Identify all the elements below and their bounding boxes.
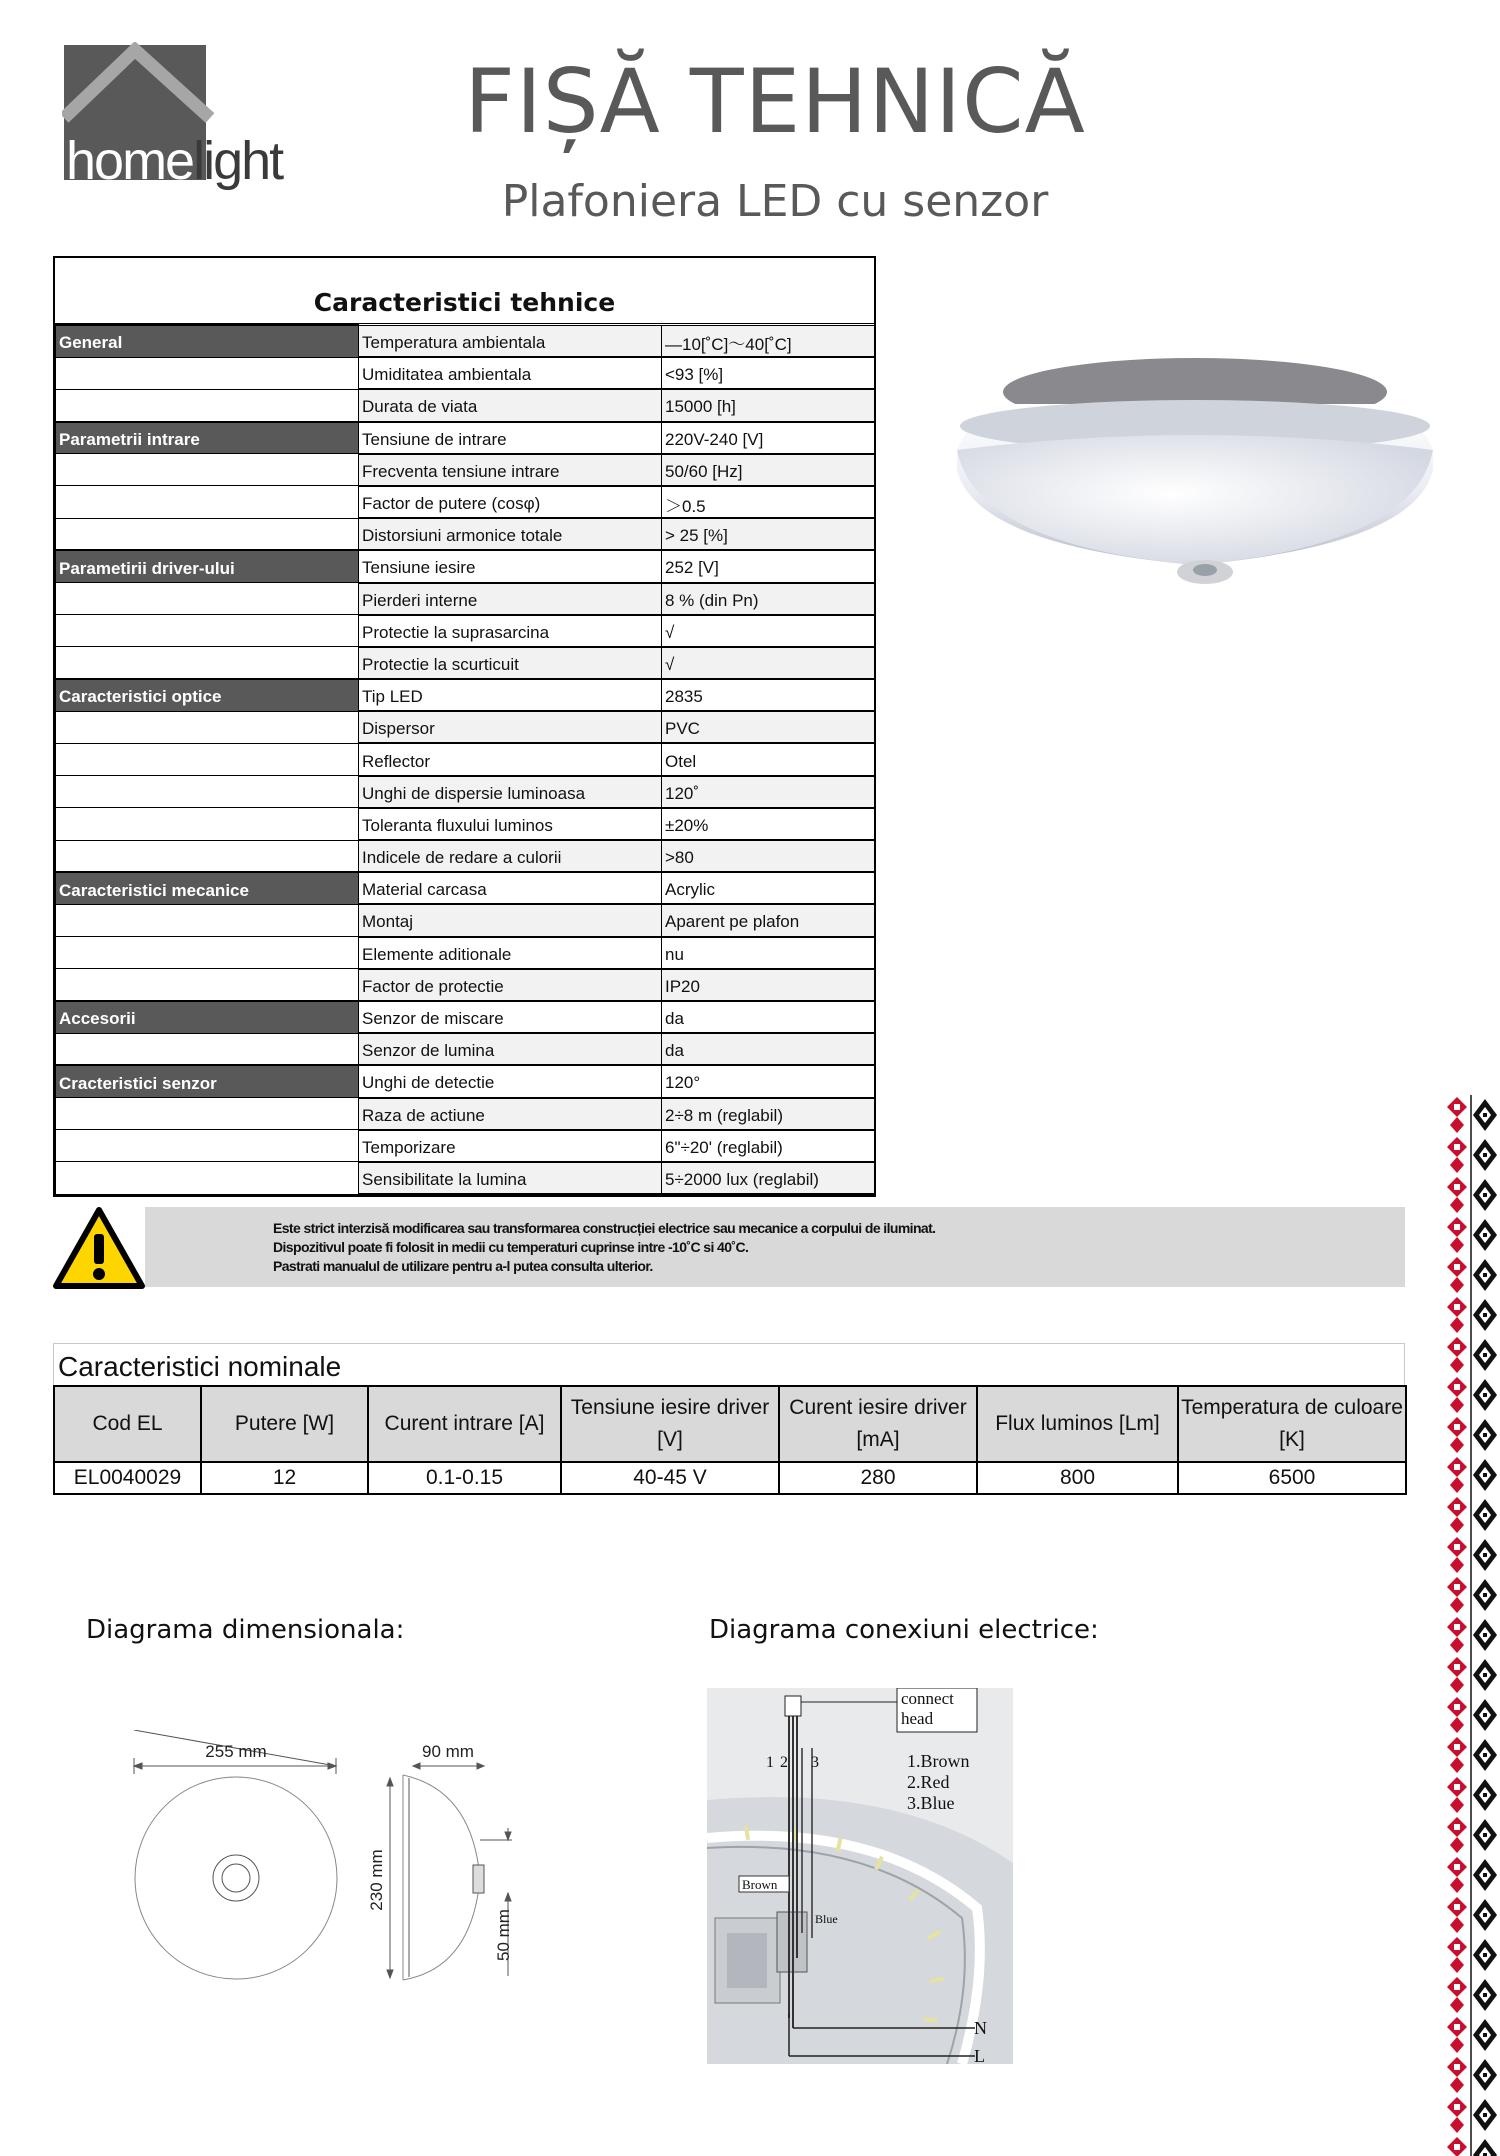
spec-category-empty bbox=[56, 1098, 359, 1130]
spec-row bbox=[56, 550, 875, 582]
spec-category: General bbox=[56, 325, 359, 357]
spec-value: PVC bbox=[662, 711, 875, 743]
spec-row bbox=[56, 389, 875, 421]
logo-word-home: home bbox=[66, 131, 194, 191]
nominal-header-row bbox=[54, 1386, 1406, 1462]
spec-value: <93 [%] bbox=[662, 357, 875, 389]
spec-category-empty bbox=[56, 389, 359, 421]
spec-parameter: Indicele de redare a culorii bbox=[359, 840, 662, 872]
spec-row bbox=[56, 808, 875, 840]
spec-row bbox=[56, 1001, 875, 1033]
nominal-value-cell: EL0040029 bbox=[54, 1462, 201, 1494]
spec-parameter: Reflector bbox=[359, 743, 662, 775]
spec-value: 252 [V] bbox=[662, 550, 875, 582]
folk-ornament-border bbox=[1442, 1095, 1500, 2156]
spec-value: 6"÷20' (reglabil) bbox=[662, 1130, 875, 1162]
height-label: 230 mm bbox=[367, 1849, 386, 1911]
connect-head-label-1: connect bbox=[901, 1689, 954, 1708]
spec-category-empty bbox=[56, 904, 359, 936]
nominal-value-cell: 12 bbox=[201, 1462, 368, 1494]
spec-category-empty bbox=[56, 711, 359, 743]
wiring-drawing bbox=[707, 1688, 1013, 2064]
spec-parameter: Umiditatea ambientala bbox=[359, 357, 662, 389]
warning-line: Este strict interzisă modificarea sau transformarea construcției electrice sau mecanice a corpului de iluminat. bbox=[273, 1220, 936, 1236]
spec-value: 220V-240 [V] bbox=[662, 422, 875, 454]
nominal-header-cell: Flux luminos [Lm] bbox=[977, 1386, 1178, 1462]
nominal-value-cell: 40-45 V bbox=[561, 1462, 779, 1494]
pin-3-label: 3 bbox=[811, 1754, 819, 1771]
spec-parameter: Unghi de dispersie luminoasa bbox=[359, 776, 662, 808]
spec-value: >80 bbox=[662, 840, 875, 872]
specs-body bbox=[56, 325, 875, 1194]
spec-parameter: Pierderi interne bbox=[359, 583, 662, 615]
spec-value: 2÷8 m (reglabil) bbox=[662, 1098, 875, 1130]
spec-value: > 25 [%] bbox=[662, 518, 875, 550]
spec-row bbox=[56, 357, 875, 389]
logo-word-light: light bbox=[193, 131, 283, 191]
spec-row bbox=[56, 583, 875, 615]
spec-category-empty bbox=[56, 615, 359, 647]
spec-row bbox=[56, 615, 875, 647]
spec-parameter: Senzor de miscare bbox=[359, 1001, 662, 1033]
spec-parameter: Protectie la scurticuit bbox=[359, 647, 662, 679]
nominal-header-cell: Cod EL bbox=[54, 1386, 201, 1462]
spec-category: Caracteristici mecanice bbox=[56, 872, 359, 904]
neutral-label: N bbox=[974, 2018, 987, 2038]
spec-category-empty bbox=[56, 743, 359, 775]
spec-parameter: Durata de viata bbox=[359, 389, 662, 421]
spec-row bbox=[56, 1065, 875, 1097]
page-subtitle: Plafoniera LED cu senzor bbox=[501, 176, 1049, 227]
warning-icon bbox=[52, 1206, 146, 1290]
nominal-values-row bbox=[54, 1462, 1406, 1494]
spec-value: 120˚ bbox=[662, 776, 875, 808]
nominal-header-cell: Putere [W] bbox=[201, 1386, 368, 1462]
spec-row bbox=[56, 1130, 875, 1162]
spec-category-empty bbox=[56, 583, 359, 615]
nominal-header-cell: Temperatura de culoare [K] bbox=[1178, 1386, 1406, 1462]
spec-parameter: Sensibilitate la lumina bbox=[359, 1162, 662, 1194]
spec-row bbox=[56, 647, 875, 679]
nominal-value-cell: 800 bbox=[977, 1462, 1178, 1494]
spec-value: 50/60 [Hz] bbox=[662, 454, 875, 486]
spec-value: —10[˚C]～40[˚C] bbox=[662, 325, 875, 357]
warning-line: Dispozitivul poate fi folosit in medii cu temperaturi cuprinse intre -10˚C si 40˚C. bbox=[273, 1239, 749, 1255]
spec-row bbox=[56, 679, 875, 711]
spec-value: Acrylic bbox=[662, 872, 875, 904]
spec-category-empty bbox=[56, 647, 359, 679]
spec-row bbox=[56, 454, 875, 486]
live-label: L bbox=[974, 2046, 985, 2064]
spec-row bbox=[56, 1162, 875, 1194]
specs-heading: Caracteristici tehnice bbox=[55, 258, 874, 324]
spec-parameter: Toleranta fluxului luminos bbox=[359, 808, 662, 840]
spec-value: da bbox=[662, 1001, 875, 1033]
spec-parameter: Elemente aditionale bbox=[359, 937, 662, 969]
pin-1-label: 1 bbox=[766, 1754, 774, 1771]
dimensional-drawing bbox=[120, 1730, 600, 1990]
spec-parameter: Unghi de detectie bbox=[359, 1065, 662, 1097]
technical-specs-table bbox=[53, 256, 876, 1197]
spec-row bbox=[56, 776, 875, 808]
nominal-value-cell: 280 bbox=[779, 1462, 977, 1494]
sensor-label: 50 mm bbox=[494, 1909, 513, 1961]
spec-category-empty bbox=[56, 1162, 359, 1194]
nominal-header-cell: Tensiune iesire driver [V] bbox=[561, 1386, 779, 1462]
spec-category-empty bbox=[56, 486, 359, 518]
nominal-value-cell: 0.1-0.15 bbox=[368, 1462, 561, 1494]
spec-category-empty bbox=[56, 1130, 359, 1162]
spec-row bbox=[56, 518, 875, 550]
spec-parameter: Tensiune iesire bbox=[359, 550, 662, 582]
spec-value: Aparent pe plafon bbox=[662, 904, 875, 936]
spec-parameter: Tensiune de intrare bbox=[359, 422, 662, 454]
spec-value: ＞0.5 bbox=[662, 486, 875, 518]
spec-parameter: Senzor de lumina bbox=[359, 1033, 662, 1065]
spec-parameter: Tip LED bbox=[359, 679, 662, 711]
spec-row bbox=[56, 969, 875, 1001]
spec-category: Parametirii driver-ului bbox=[56, 550, 359, 582]
legend-brown: 1.Brown bbox=[907, 1751, 970, 1771]
logo-wordmark bbox=[66, 131, 283, 191]
spec-row bbox=[56, 743, 875, 775]
wiring-diagram bbox=[707, 1688, 1013, 2064]
spec-value: 5÷2000 lux (reglabil) bbox=[662, 1162, 875, 1194]
legend-blue: 3.Blue bbox=[907, 1793, 955, 1813]
nominal-specs-table bbox=[53, 1343, 1405, 1495]
spec-parameter: Temporizare bbox=[359, 1130, 662, 1162]
spec-category: Caracteristici optice bbox=[56, 679, 359, 711]
spec-parameter: Montaj bbox=[359, 904, 662, 936]
blue-wire-label: Blue bbox=[815, 1912, 838, 1926]
spec-parameter: Protectie la suprasarcina bbox=[359, 615, 662, 647]
spec-category: Cracteristici senzor bbox=[56, 1065, 359, 1097]
spec-category-empty bbox=[56, 518, 359, 550]
spec-category-empty bbox=[56, 937, 359, 969]
spec-row bbox=[56, 325, 875, 357]
spec-category-empty bbox=[56, 808, 359, 840]
spec-row bbox=[56, 872, 875, 904]
spec-value: 8 % (din Pn) bbox=[662, 583, 875, 615]
warning-notice bbox=[145, 1207, 1405, 1287]
wiring-diagram-title: Diagrama conexiuni electrice: bbox=[709, 1615, 1099, 1645]
spec-parameter: Dispersor bbox=[359, 711, 662, 743]
brown-wire-label: Brown bbox=[742, 1877, 778, 1892]
spec-row bbox=[56, 904, 875, 936]
spec-category-empty bbox=[56, 840, 359, 872]
depth-label: 90 mm bbox=[422, 1742, 474, 1761]
nominal-header-cell: Curent iesire driver [mA] bbox=[779, 1386, 977, 1462]
spec-row bbox=[56, 711, 875, 743]
spec-value: ±20% bbox=[662, 808, 875, 840]
spec-category: Parametrii intrare bbox=[56, 422, 359, 454]
nominal-header-cell: Curent intrare [A] bbox=[368, 1386, 561, 1462]
spec-row bbox=[56, 937, 875, 969]
spec-value: Otel bbox=[662, 743, 875, 775]
spec-value: 15000 [h] bbox=[662, 389, 875, 421]
spec-value: √ bbox=[662, 647, 875, 679]
spec-value: da bbox=[662, 1033, 875, 1065]
brand-logo bbox=[62, 42, 312, 192]
spec-parameter: Frecventa tensiune intrare bbox=[359, 454, 662, 486]
warning-line: Pastrati manualul de utilizare pentru a-l putea consulta ulterior. bbox=[273, 1258, 653, 1274]
spec-category-empty bbox=[56, 454, 359, 486]
spec-value: 120° bbox=[662, 1065, 875, 1097]
spec-row bbox=[56, 486, 875, 518]
dimensional-diagram-title: Diagrama dimensionala: bbox=[86, 1615, 405, 1645]
spec-value: 2835 bbox=[662, 679, 875, 711]
ceiling-lamp-image bbox=[945, 330, 1445, 600]
nominal-value-cell: 6500 bbox=[1178, 1462, 1406, 1494]
page-title: FIȘĂ TEHNICĂ bbox=[464, 50, 1086, 153]
pin-2-label: 2 bbox=[780, 1754, 788, 1771]
legend-red: 2.Red bbox=[907, 1772, 950, 1792]
spec-category-empty bbox=[56, 1033, 359, 1065]
spec-row bbox=[56, 1098, 875, 1130]
spec-parameter: Factor de protectie bbox=[359, 969, 662, 1001]
nominal-title: Caracteristici nominale bbox=[53, 1343, 1405, 1385]
spec-category-empty bbox=[56, 969, 359, 1001]
connect-head-label-2: head bbox=[901, 1709, 934, 1728]
spec-row bbox=[56, 840, 875, 872]
spec-row bbox=[56, 1033, 875, 1065]
spec-category-empty bbox=[56, 776, 359, 808]
spec-parameter: Material carcasa bbox=[359, 872, 662, 904]
spec-parameter: Raza de actiune bbox=[359, 1098, 662, 1130]
spec-value: IP20 bbox=[662, 969, 875, 1001]
spec-parameter: Factor de putere (cosφ) bbox=[359, 486, 662, 518]
spec-value: nu bbox=[662, 937, 875, 969]
diameter-label: 255 mm bbox=[205, 1742, 267, 1761]
spec-parameter: Distorsiuni armonice totale bbox=[359, 518, 662, 550]
spec-category-empty bbox=[56, 357, 359, 389]
spec-category: Accesorii bbox=[56, 1001, 359, 1033]
spec-value: √ bbox=[662, 615, 875, 647]
spec-row bbox=[56, 422, 875, 454]
spec-parameter: Temperatura ambientala bbox=[359, 325, 662, 357]
